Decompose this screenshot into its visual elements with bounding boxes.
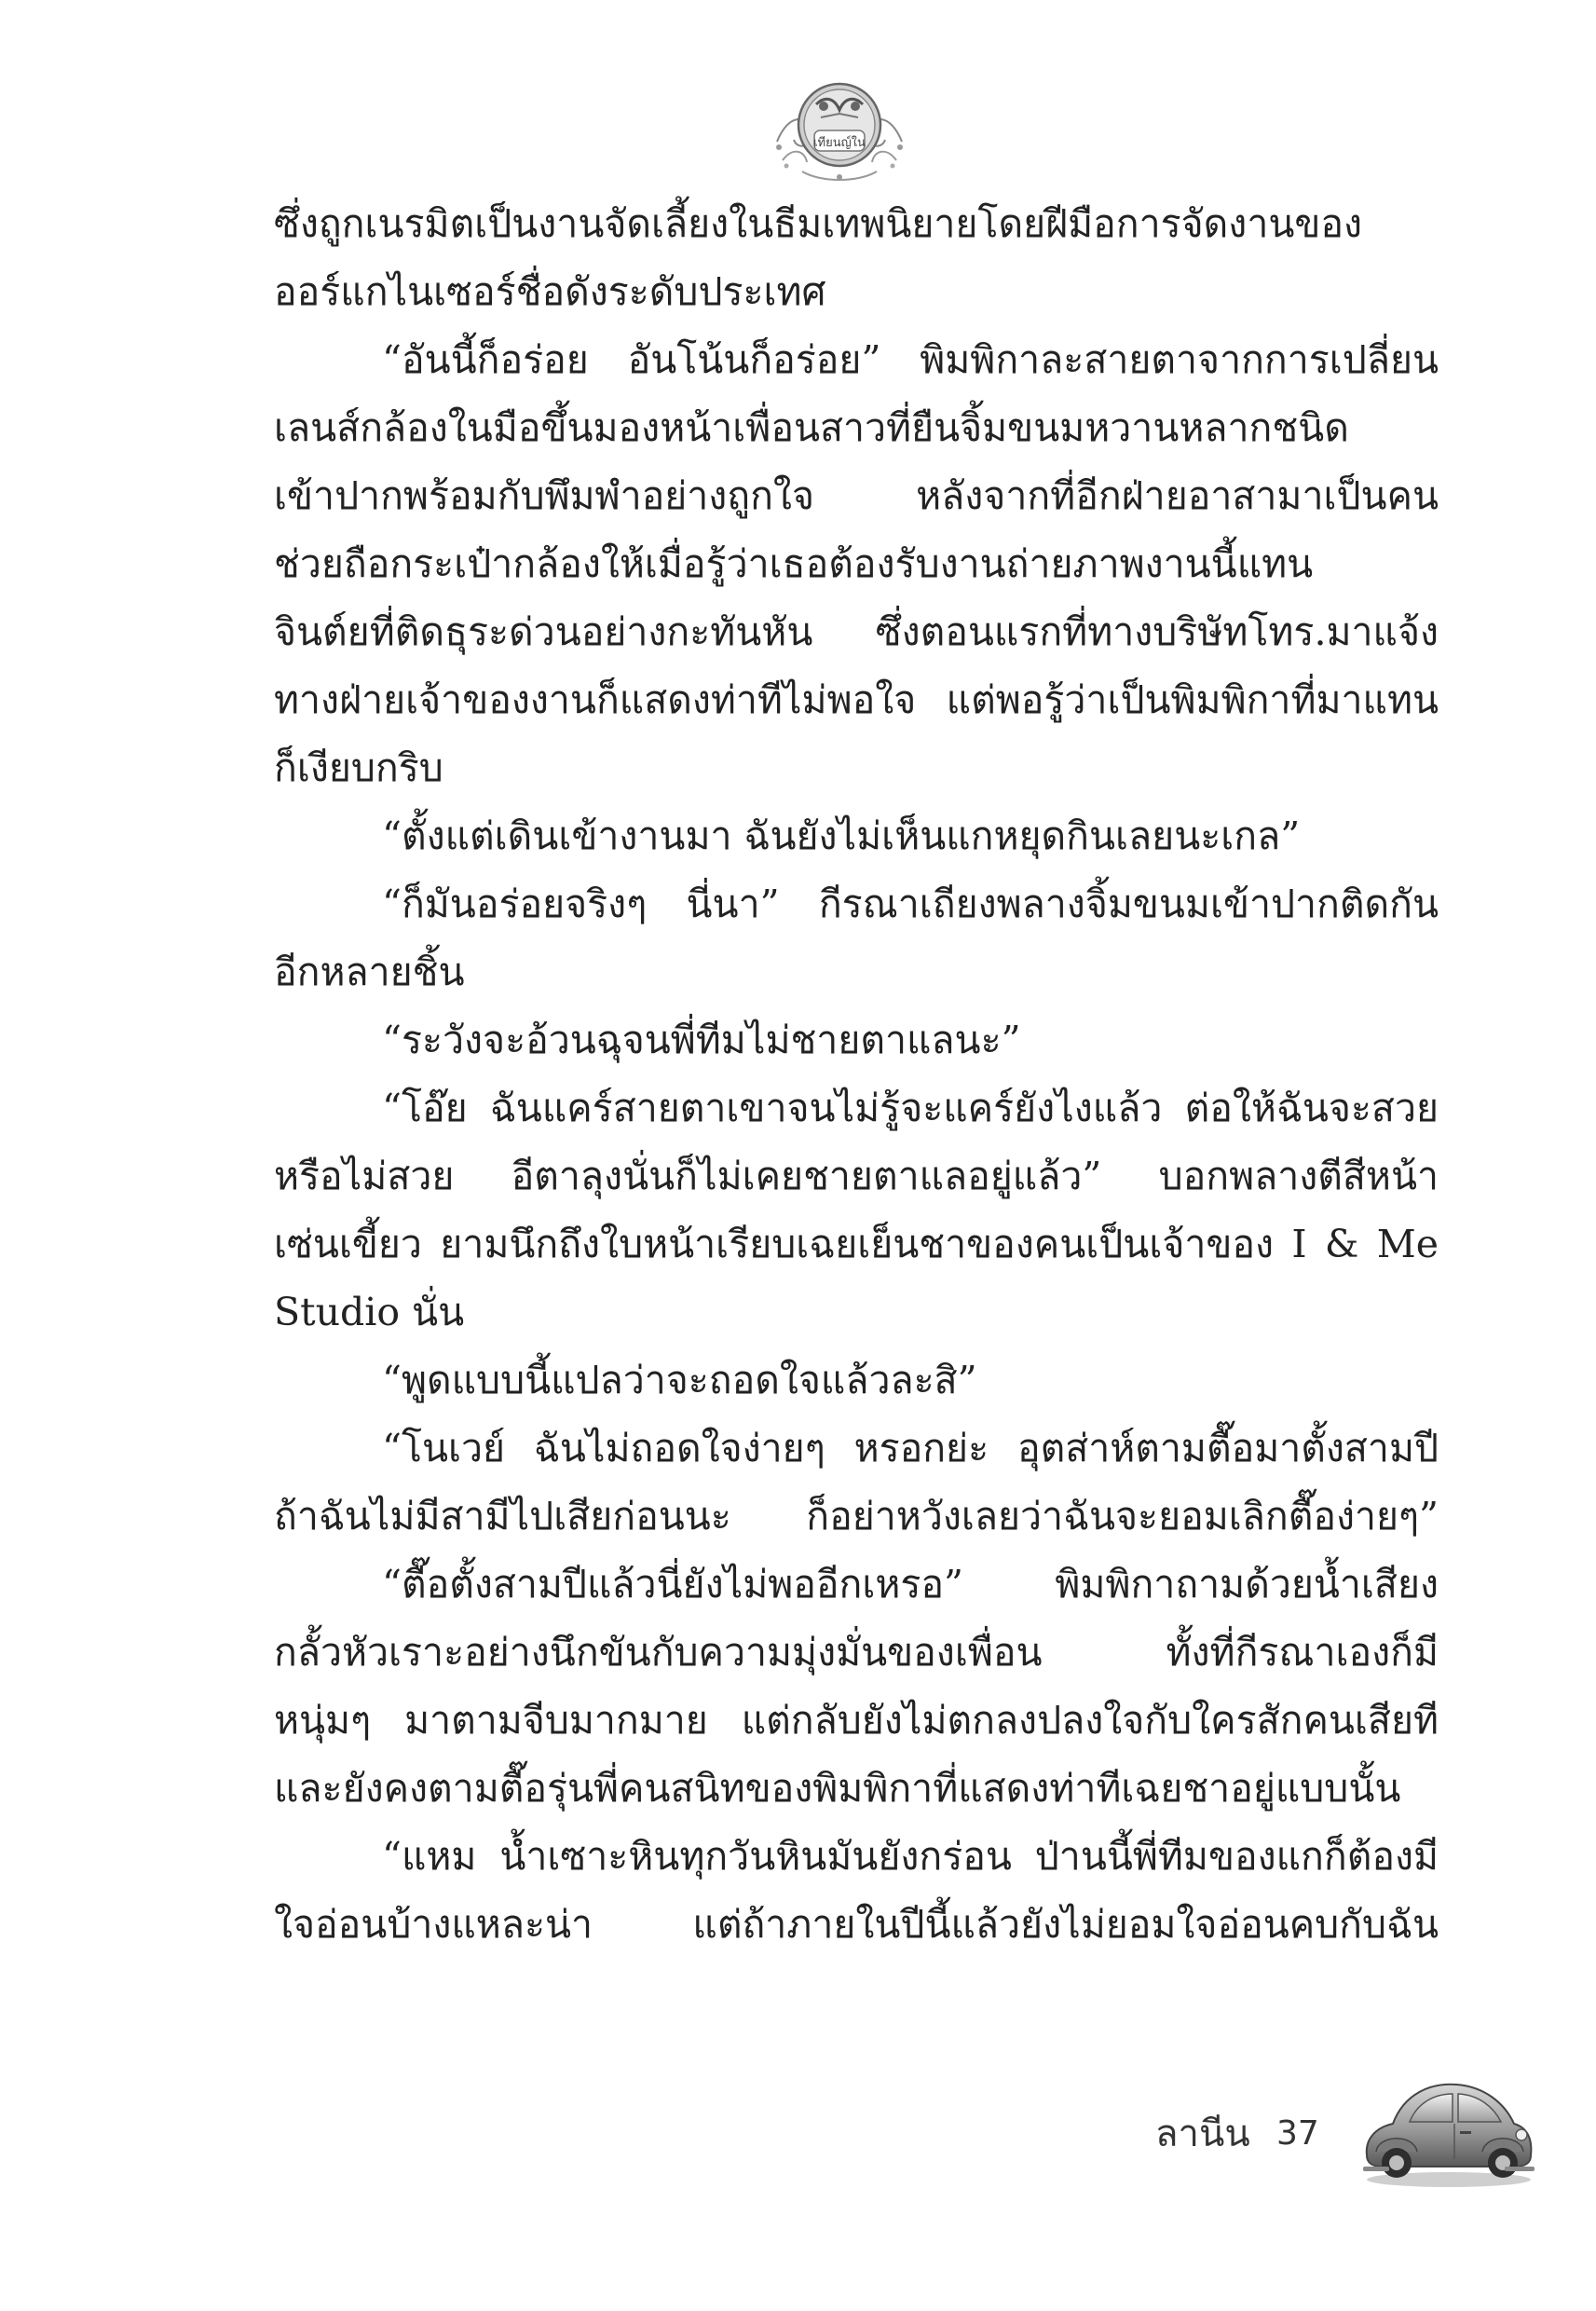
text-line: “โนเวย์ ฉันไม่ถอดใจง่ายๆ หรอกย่ะ อุตส่าห์ตามตื๊อมาตั้งสามปี — [382, 1426, 1439, 1470]
text-line: ออร์แกไนเซอร์ชื่อดังระดับประเทศ — [274, 269, 826, 314]
text-line: กลั้วหัวเราะอย่างนึกขันกับความมุ่งมั่นของเพื่อน ทั้งที่กีรณาเองก็มี — [274, 1630, 1439, 1675]
text-line: “พูดแบบนี้แปลว่าจะถอดใจแล้วละสิ” — [382, 1358, 977, 1402]
text-line: หนุ่มๆ มาตามจีบมากมาย แต่กลับยังไม่ตกลงปลงใจกับใครสักคนเสียที — [274, 1698, 1439, 1743]
publisher-logo — [770, 58, 909, 188]
text-line: เข้าปากพร้อมกับพึมพำอย่างถูกใจ หลังจากที่อีกฝ่ายอาสามาเป็นคน — [274, 473, 1439, 518]
text-line: อีกหลายชิ้น — [274, 950, 465, 994]
running-footer-title: ลานีน — [1155, 2113, 1250, 2155]
text-line: “ตั้งแต่เดินเข้างานมา ฉันยังไม่เห็นแกหยุดกินเลยนะเกล” — [382, 814, 1301, 858]
text-line: ซึ่งถูกเนรมิตเป็นงานจัดเลี้ยงในธีมเทพนิยายโดยฝีมือการจัดงานของ — [274, 201, 1363, 246]
text-line: “ก็มันอร่อยจริงๆ นี่นา” กีรณาเถียงพลางจิ้มขนมเข้าปากติดกัน — [382, 882, 1439, 926]
page-number: 37 — [1276, 2114, 1319, 2153]
text-line: ช่วยถือกระเป๋ากล้องให้เมื่อรู้ว่าเธอต้องรับงานถ่ายภาพงานนี้แทน — [274, 541, 1314, 586]
text-line: “โอ๊ย ฉันแคร์สายตาเขาจนไม่รู้จะแคร์ยังไงแล้ว ต่อให้ฉันจะสวย — [382, 1086, 1439, 1130]
text-line: “แหม น้ำเซาะหินทุกวันหินมันยังกร่อน ป่านนี้พี่ทีมของแกก็ต้องมี — [382, 1834, 1439, 1879]
text-line: เลนส์กล้องในมือขึ้นมองหน้าเพื่อนสาวที่ยืนจิ้มขนมหวานหลากชนิด — [274, 405, 1349, 450]
text-line: และยังคงตามตื๊อรุ่นพี่คนสนิทของพิมพิกาที่แสดงท่าทีเฉยชาอยู่แบบนั้น — [274, 1766, 1401, 1811]
logo-lettering: เทียนญ์ใน — [813, 136, 866, 150]
text-line: ก็เงียบกริบ — [274, 745, 443, 790]
text-line: ถ้าฉันไม่มีสามีไปเสียก่อนนะ ก็อย่าหวังเลยว่าฉันจะยอมเลิกตื๊อง่ายๆ” — [274, 1494, 1439, 1538]
text-line: Studio นั่น — [274, 1290, 465, 1334]
car-icon — [1356, 2073, 1537, 2190]
text-line: ใจอ่อนบ้างแหละน่า แต่ถ้าภายในปีนี้แล้วยังไม่ยอมใจอ่อนคบกับฉัน — [274, 1902, 1439, 1947]
text-line: ทางฝ่ายเจ้าของงานก็แสดงท่าทีไม่พอใจ แต่พอรู้ว่าเป็นพิมพิกาที่มาแทน — [274, 677, 1439, 722]
text-line: จินต์ยที่ติดธุระด่วนอย่างกะทันหัน ซึ่งตอนแรกที่ทางบริษัทโทร.มาแจ้ง — [274, 609, 1439, 654]
text-line: “ตื๊อตั้งสามปีแล้วนี่ยังไม่พออีกเหรอ” พิมพิกาถามด้วยน้ำเสียง — [382, 1562, 1439, 1607]
text-line: “อันนี้ก็อร่อย อันโน้นก็อร่อย” พิมพิกาละสายตาจากการเปลี่ยน — [382, 337, 1439, 382]
text-line: เซ่นเขี้ยว ยามนึกถึงใบหน้าเรียบเฉยเย็นชาของคนเป็นเจ้าของ I & Me — [274, 1222, 1439, 1266]
text-line: หรือไม่สวย อีตาลุงนั่นก็ไม่เคยชายตาแลอยู่แล้ว” บอกพลางตีสีหน้า — [274, 1154, 1439, 1198]
text-line: “ระวังจะอ้วนฉุจนพี่ทีมไม่ชายตาแลนะ” — [382, 1018, 1021, 1062]
